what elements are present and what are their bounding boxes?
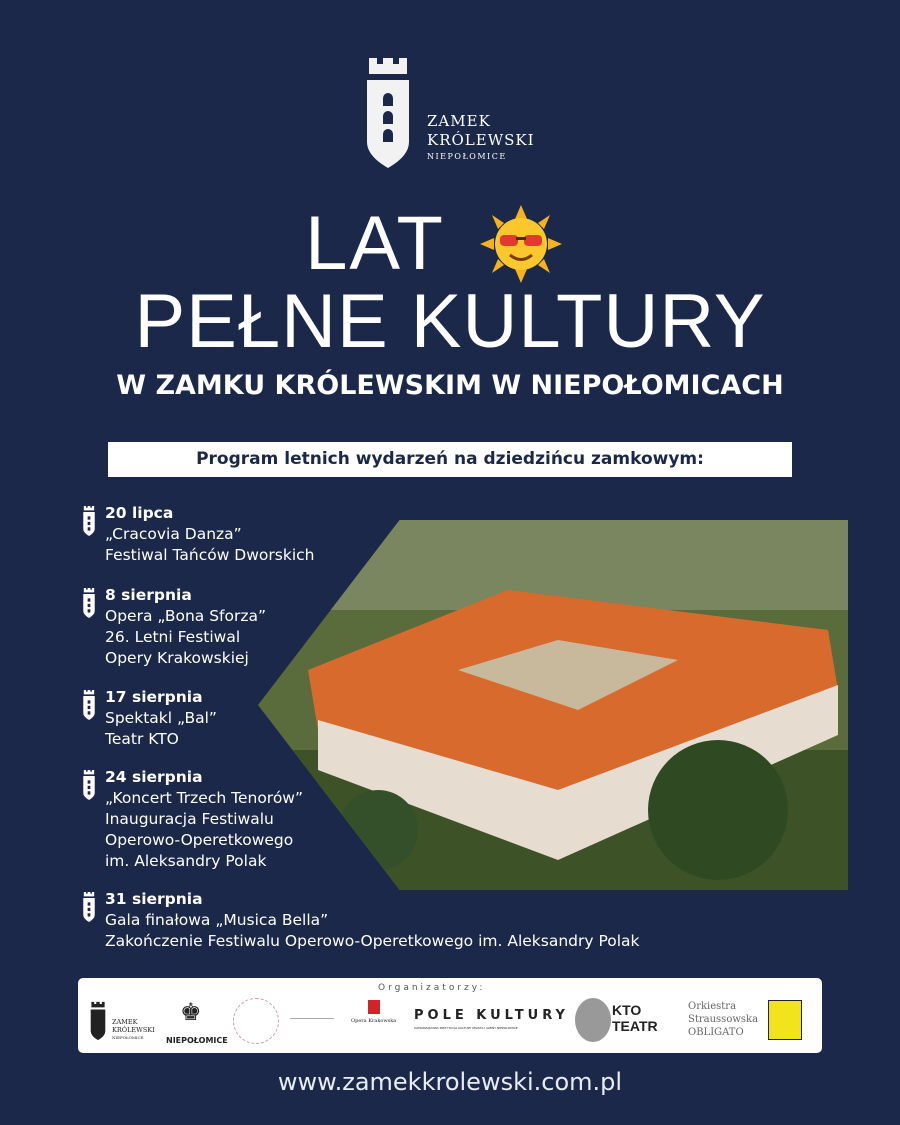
event-line: Opery Krakowskiej [105, 649, 249, 667]
sponsors-heading: Organizatorzy: [378, 983, 486, 993]
orkiestra-sponsor: Orkiestra Straussowska OBLIGATO [688, 1001, 759, 1038]
logo-line2: KRÓLEWSKI [427, 131, 535, 149]
tower-bullet-icon [82, 690, 96, 720]
event-line: Gala finałowa „Musica Bella” [105, 911, 329, 929]
niepolomice-sponsor: NIEPOŁOMICE [166, 1036, 228, 1045]
event-line: Festiwal Tańców Dworskich [105, 546, 315, 564]
pole-kultury-sub: SAMORZĄDOWA INSTYTUCJA KULTURY MIASTA I GMINY NIEPOŁOMICE [414, 1026, 518, 1030]
tower-bullet-icon [82, 588, 96, 618]
logo-text [427, 112, 535, 164]
zamek-sponsor-text: ZAMEK KRÓLEWSKI NIEPOŁOMICE [112, 1018, 155, 1040]
event-item [82, 503, 702, 566]
event-date: 20 lipca [105, 504, 174, 522]
tower-bullet-icon [82, 770, 96, 800]
program-heading: Program letnich wydarzeń na dziedzińcu zamkowym: [108, 442, 792, 477]
event-line: Zakończenie Festiwalu Operowo-Operetkowego im. Aleksandry Polak [105, 932, 640, 950]
event-line: Spektakl „Bal” [105, 709, 217, 727]
castle-tower-logo-icon [365, 58, 411, 168]
event-line: Opera „Bona Sforza” [105, 607, 267, 625]
sun-sunglasses-icon [480, 205, 562, 283]
opera-sponsor: Opera Krakowska [351, 1018, 397, 1024]
event-date: 8 sierpnia [105, 586, 192, 604]
tower-bullet-icon [82, 506, 96, 536]
fingerprint-icon [575, 998, 611, 1042]
kto-teatr-sponsor: KTO TEATR [612, 1002, 658, 1034]
sponsors-panel [78, 978, 822, 1053]
logo-line3: NIEPOŁOMICE [427, 152, 507, 161]
event-item [82, 767, 702, 872]
event-line: „Koncert Trzech Tenorów” [105, 789, 304, 807]
event-date: 24 sierpnia [105, 768, 203, 786]
event-line: „Cracovia Danza” [105, 525, 242, 543]
event-line: Operowo-Operetkowego [105, 831, 294, 849]
tower-bullet-icon [82, 892, 96, 922]
yellow-emblem-icon [768, 1000, 802, 1040]
event-line: Teatr KTO [105, 730, 179, 748]
event-date: 31 sierpnia [105, 890, 203, 908]
event-line: 26. Letni Festiwal [105, 628, 241, 646]
title-lato: LAT [305, 201, 445, 286]
subtitle: W ZAMKU KRÓLEWSKIM W NIEPOŁOMICACH [116, 370, 784, 401]
event-item [82, 889, 702, 952]
malopolska-logo-icon [290, 1018, 334, 1028]
king-head-icon: ♚ [180, 998, 202, 1026]
website-url[interactable]: www.zamekkrolewski.com.pl [277, 1068, 623, 1096]
logo-line1: ZAMEK [427, 112, 491, 130]
event-line: im. Aleksandry Polak [105, 852, 267, 870]
event-date: 17 sierpnia [105, 688, 203, 706]
event-item [82, 687, 702, 750]
event-line: Inauguracja Festiwalu [105, 810, 274, 828]
title-pelne-kultury: PEŁNE KULTURY [134, 279, 766, 364]
pole-kultury-sponsor: POLE KULTURY [414, 1008, 569, 1023]
event-item [82, 585, 702, 669]
zamek-logo-icon [90, 1000, 106, 1042]
opera-logo-icon [368, 1000, 380, 1014]
dance-logo-icon [233, 998, 279, 1044]
